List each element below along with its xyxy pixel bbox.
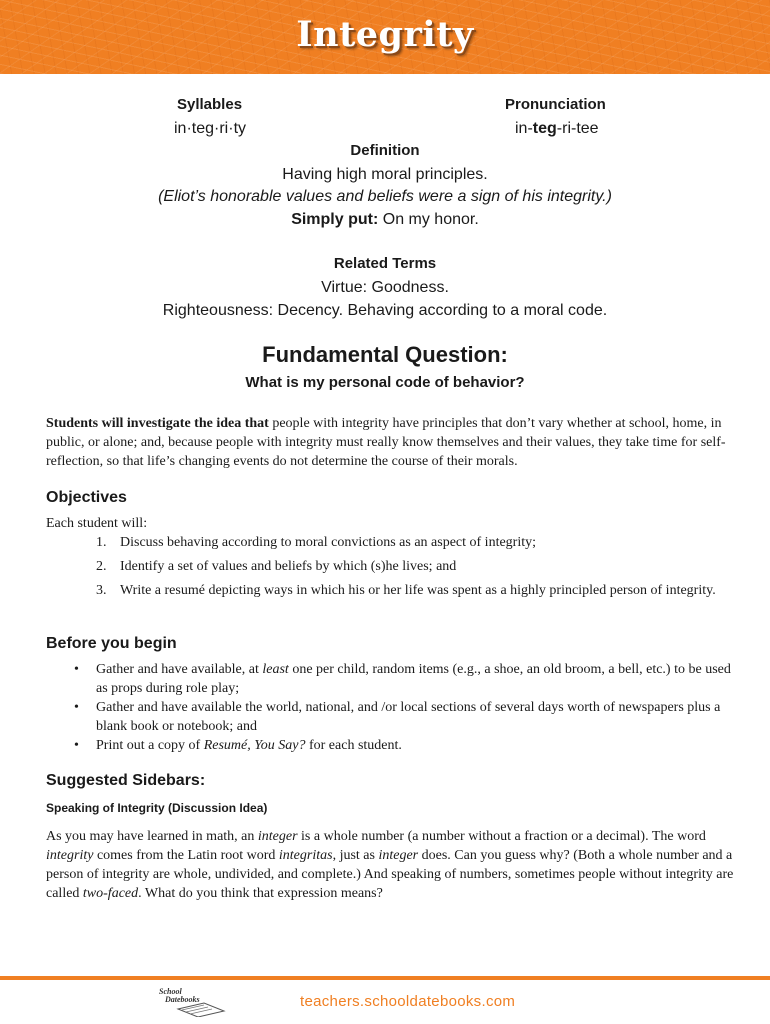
pronunciation-label: Pronunciation: [505, 96, 606, 113]
fundamental-question: What is my personal code of behavior?: [245, 374, 525, 391]
sidebars-heading: Suggested Sidebars:: [46, 772, 206, 789]
logo-text-line-1: School: [159, 987, 182, 996]
sidebar-text: comes from the Latin root word: [93, 848, 279, 863]
objectives-intro: Each student will:: [46, 516, 148, 531]
sidebar-em: integritas: [278, 848, 333, 863]
bullet-icon: •: [74, 662, 79, 677]
before-list: [74, 660, 734, 755]
fundamental-question-title: Fundamental Question:: [262, 342, 508, 367]
footer-rule: [0, 976, 770, 980]
sidebar-text: does. Can you guess why? (Both a whole number and a person of integrity are whole, undivided, and complete.) And speaking of numbers, sometimes people without integrity are called: [46, 848, 734, 901]
objective-number: 2.: [96, 559, 107, 574]
before-item-3-em: Resumé, You Say?: [203, 738, 306, 753]
before-item-3-post: for each student.: [305, 738, 402, 753]
objective-text: Identify a set of values and beliefs by which (s)he lives; and: [120, 559, 457, 574]
list-item: [74, 698, 734, 736]
syllables-value: in·teg·ri·ty: [174, 120, 247, 137]
related-terms-label: Related Terms: [333, 255, 437, 272]
footer-url-link[interactable]: teachers.schooldatebooks.com: [300, 993, 516, 1010]
school-datebooks-logo: [158, 985, 228, 1017]
investigate-lead: Students will investigate the idea that: [46, 416, 269, 431]
list-item: [74, 736, 734, 755]
objective-number: 3.: [96, 583, 107, 598]
simply-put: [0, 211, 770, 229]
definition-text: Having high moral principles.: [282, 166, 488, 183]
logo-book-shape: [178, 1003, 224, 1017]
investigate-text: people with integrity have principles that don’t vary whether at school, home, in public, or alone; and, because people with integrity must really know themselves and their values, they take time for self-reflection, so that life’s changing events do not determine the course of their morals.: [46, 416, 726, 469]
objective-item: [96, 581, 716, 600]
logo-text-line-2: Datebooks: [165, 995, 200, 1004]
sidebar-em: two-faced: [82, 886, 139, 901]
pronunciation-pre: in-: [515, 120, 533, 137]
before-item-1-post: one per child, random items (e.g., a shoe, an old broom, a bell, etc.) to be used as props during role play;: [96, 662, 731, 696]
sidebar-text: , just as: [332, 848, 379, 863]
definition-label: Definition: [350, 142, 420, 159]
syllables-label: Syllables: [177, 96, 243, 113]
sidebar-em: integrity: [46, 848, 94, 863]
objective-item: [96, 557, 716, 576]
pronunciation-value: [515, 120, 599, 138]
bullet-icon: •: [74, 700, 79, 715]
page-title: Integrity: [296, 14, 474, 55]
sidebar-text: is a whole number (a number without a fraction or a decimal). The word: [297, 829, 706, 844]
sidebar-text: As you may have learned in math, an: [46, 829, 258, 844]
before-heading: Before you begin: [46, 635, 177, 652]
sidebars-subheading: Speaking of Integrity (Discussion Idea): [46, 801, 268, 815]
sidebar-em: integer: [257, 829, 298, 844]
objectives-list: [96, 533, 716, 605]
sidebar-text: . What do you think that expression means?: [138, 886, 383, 901]
sidebar-em: integer: [378, 848, 419, 863]
before-item-1-em: least: [262, 662, 289, 677]
objective-number: 1.: [96, 535, 107, 550]
objective-text: Write a resumé depicting ways in which his or her life was spent as a highly principled person of integrity.: [120, 583, 716, 598]
title-banner: [0, 0, 770, 74]
before-item-2: Gather and have available the world, national, and /or local sections of several days worth of newspapers plus a blank book or notebook; and: [96, 700, 721, 734]
simply-put-text: On my honor.: [378, 211, 479, 228]
objectives-heading: Objectives: [46, 489, 127, 506]
before-item-1-pre: Gather and have available, at: [96, 662, 263, 677]
investigate-paragraph: [46, 414, 736, 471]
logo-icon: [158, 985, 228, 1017]
pronunciation-post: -ri-tee: [556, 120, 599, 137]
list-item: [74, 660, 734, 698]
bullet-icon: •: [74, 738, 79, 753]
pronunciation-stress: teg: [532, 120, 557, 137]
objective-item: [96, 533, 716, 552]
before-item-3-pre: Print out a copy of: [96, 738, 204, 753]
definition-example: (Eliot’s honorable values and beliefs were a sign of his integrity.): [158, 188, 612, 205]
related-terms-line-2: Righteousness: Decency. Behaving according to a moral code.: [162, 302, 608, 319]
related-terms-line-1: Virtue: Goodness.: [321, 279, 449, 296]
objective-text: Discuss behaving according to moral convictions as an aspect of integrity;: [120, 535, 537, 550]
simply-put-label: Simply put:: [291, 211, 379, 228]
sidebars-paragraph: [46, 827, 736, 903]
